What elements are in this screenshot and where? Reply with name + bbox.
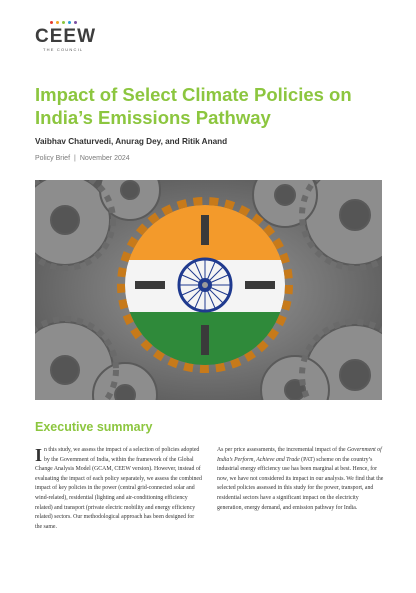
logo-dot-green	[62, 21, 65, 24]
logo-wordmark: CEEW	[35, 26, 96, 47]
summary-text-2b: (PAT) scheme on the country’s industrial energy efficiency use has been marginal at best. Hence, for now, we have not considered its impact in our analysis. We find that the selected policies assessed in this study for the power, transport, and residential sectors have a significant impact on the electricity generation, energy demand, and emission pathway for India.	[217, 456, 384, 511]
document-title: Impact of Select Climate Policies on India’s Emissions Pathway	[35, 84, 352, 128]
document-meta	[35, 155, 130, 162]
summary-column-2	[217, 446, 384, 513]
logo-dot-red	[50, 21, 53, 24]
logo-dot-orange	[56, 21, 59, 24]
summary-column-1	[35, 446, 202, 532]
gears-with-indian-flag-gear-icon	[35, 180, 382, 400]
cover-image	[35, 180, 382, 400]
logo-tagline: THE COUNCIL	[43, 47, 84, 52]
summary-paragraph-1	[35, 446, 202, 532]
summary-text-2-italic: Government of India’s Perform, Achieve and Trade	[217, 447, 382, 463]
authors: Vaibhav Chaturvedi, Anurag Dey, and Ritik Anand	[35, 137, 228, 146]
doc-date: November 2024	[79, 155, 130, 162]
drop-cap: I	[35, 445, 43, 465]
doc-type: Policy Brief	[35, 155, 71, 162]
logo-dot-purple	[74, 21, 77, 24]
summary-text-1: n this study, we assess the impact of a selection of policies adopted by the Government of India, within the framework of the Global Change Analysis Model (GCAM, CEEW version). However, instead of evaluating the impact of each policy separately, we assess the combined impact of key policies in the power (central grid-connected solar and wind-related), residential (lighting and air-conditioning efficiency related) and transport (private electric mobility and energy efficiency related) sectors. Our methodological approach has been designed for the same.	[35, 447, 202, 530]
summary-paragraph-2	[217, 446, 384, 513]
executive-summary-heading: Executive summary	[35, 420, 153, 434]
summary-text-2a: As per price assessments, the incremental impact of the	[217, 447, 348, 453]
meta-separator: |	[74, 155, 76, 162]
logo-dot-blue	[68, 21, 71, 24]
